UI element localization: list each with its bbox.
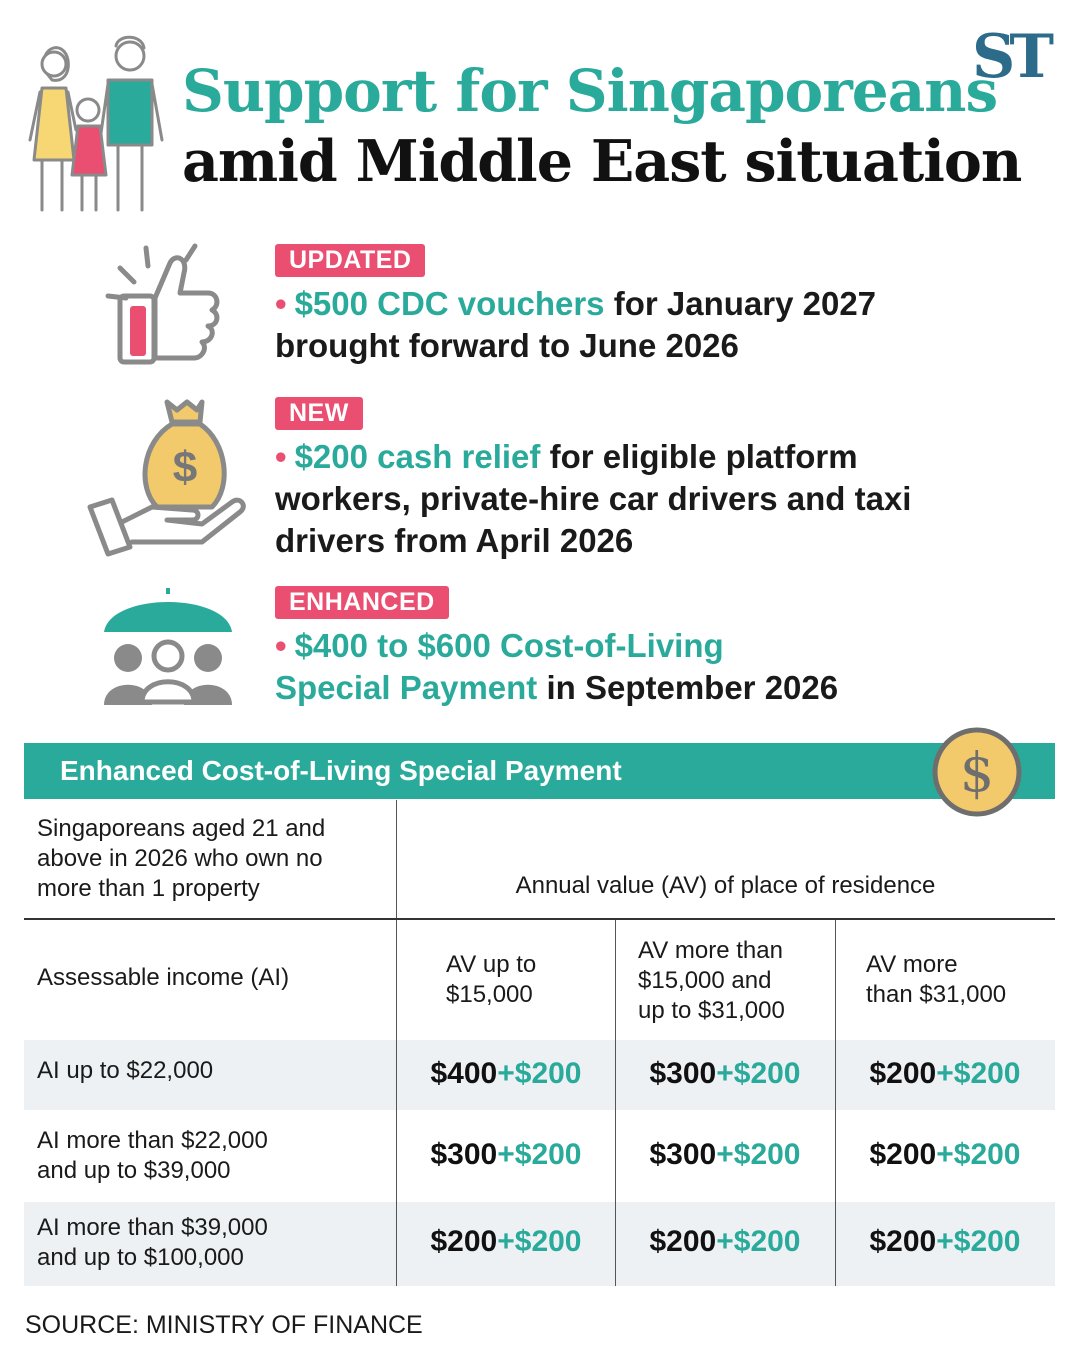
title-line-2: amid Middle East situation [182,127,1022,195]
svg-text:$: $ [172,443,198,492]
ai-header: Assessable income (AI) [37,964,290,991]
umbrella-people-icon [98,580,238,705]
table-cell: $200+$200 [649,1225,801,1258]
svg-text:$: $ [959,741,995,804]
badge-enhanced: ENHANCED [275,586,449,619]
header-rule [24,918,1055,920]
av-header: Annual value (AV) of place of residence [515,872,936,899]
thumbs-up-icon [100,238,225,373]
eligibility-note: Singaporeans aged 21 and above in 2026 who own no more than 1 property [37,815,326,902]
col-header-3: AV more than $31,000 [866,951,1007,1008]
item-cash-text: • $200 cash relief for eligible platform workers, private-hire car drivers and taxi drivers from April 2026 [275,438,912,559]
item-col-payment [275,586,1035,709]
col-header-2: AV more than $15,000 and up to $31,000 [638,937,785,1024]
item-cash-relief [275,397,1035,562]
money-bag-hand-icon [82,392,247,557]
table-title: Enhanced Cost-of-Living Special Payment [60,755,622,786]
table-cell: $300+$200 [649,1138,801,1171]
bullet-icon: • [275,438,287,475]
title-line-1: Support for Singaporeans [182,57,998,125]
badge-new: NEW [275,397,363,430]
table-banner [24,743,1055,799]
table-cell: $200+$200 [869,1057,1021,1090]
page-title [182,58,1021,194]
brand-logo: ST [972,22,1048,92]
source-note: SOURCE: MINISTRY OF FINANCE [25,1311,423,1339]
item-cdc-text: • $500 CDC vouchers for January 2027 brought forward to June 2026 [275,285,877,364]
item-cdc-vouchers [275,244,1035,367]
table-cell: $400+$200 [430,1057,582,1090]
bullet-icon: • [275,285,287,322]
table-cell: $200+$200 [869,1138,1021,1171]
table-cell: $200+$200 [869,1225,1021,1258]
table-cell: $300+$200 [649,1057,801,1090]
badge-updated: UPDATED [275,244,425,277]
col-header-1: AV up to $15,000 [446,951,537,1008]
row-label-1: AI up to $22,000 [37,1057,214,1084]
row-label-2: AI more than $22,000 and up to $39,000 [37,1127,268,1184]
item-col-text: • $400 to $600 Cost-of-Living Special Payment in September 2026 [275,627,839,706]
family-illustration-icon [22,30,172,215]
table-cell: $200+$200 [430,1225,582,1258]
bullet-icon: • [275,627,287,664]
payment-table [24,800,1055,1290]
row-label-3: AI more than $39,000 and up to $100,000 [37,1214,268,1271]
table-cell: $300+$200 [430,1138,582,1171]
